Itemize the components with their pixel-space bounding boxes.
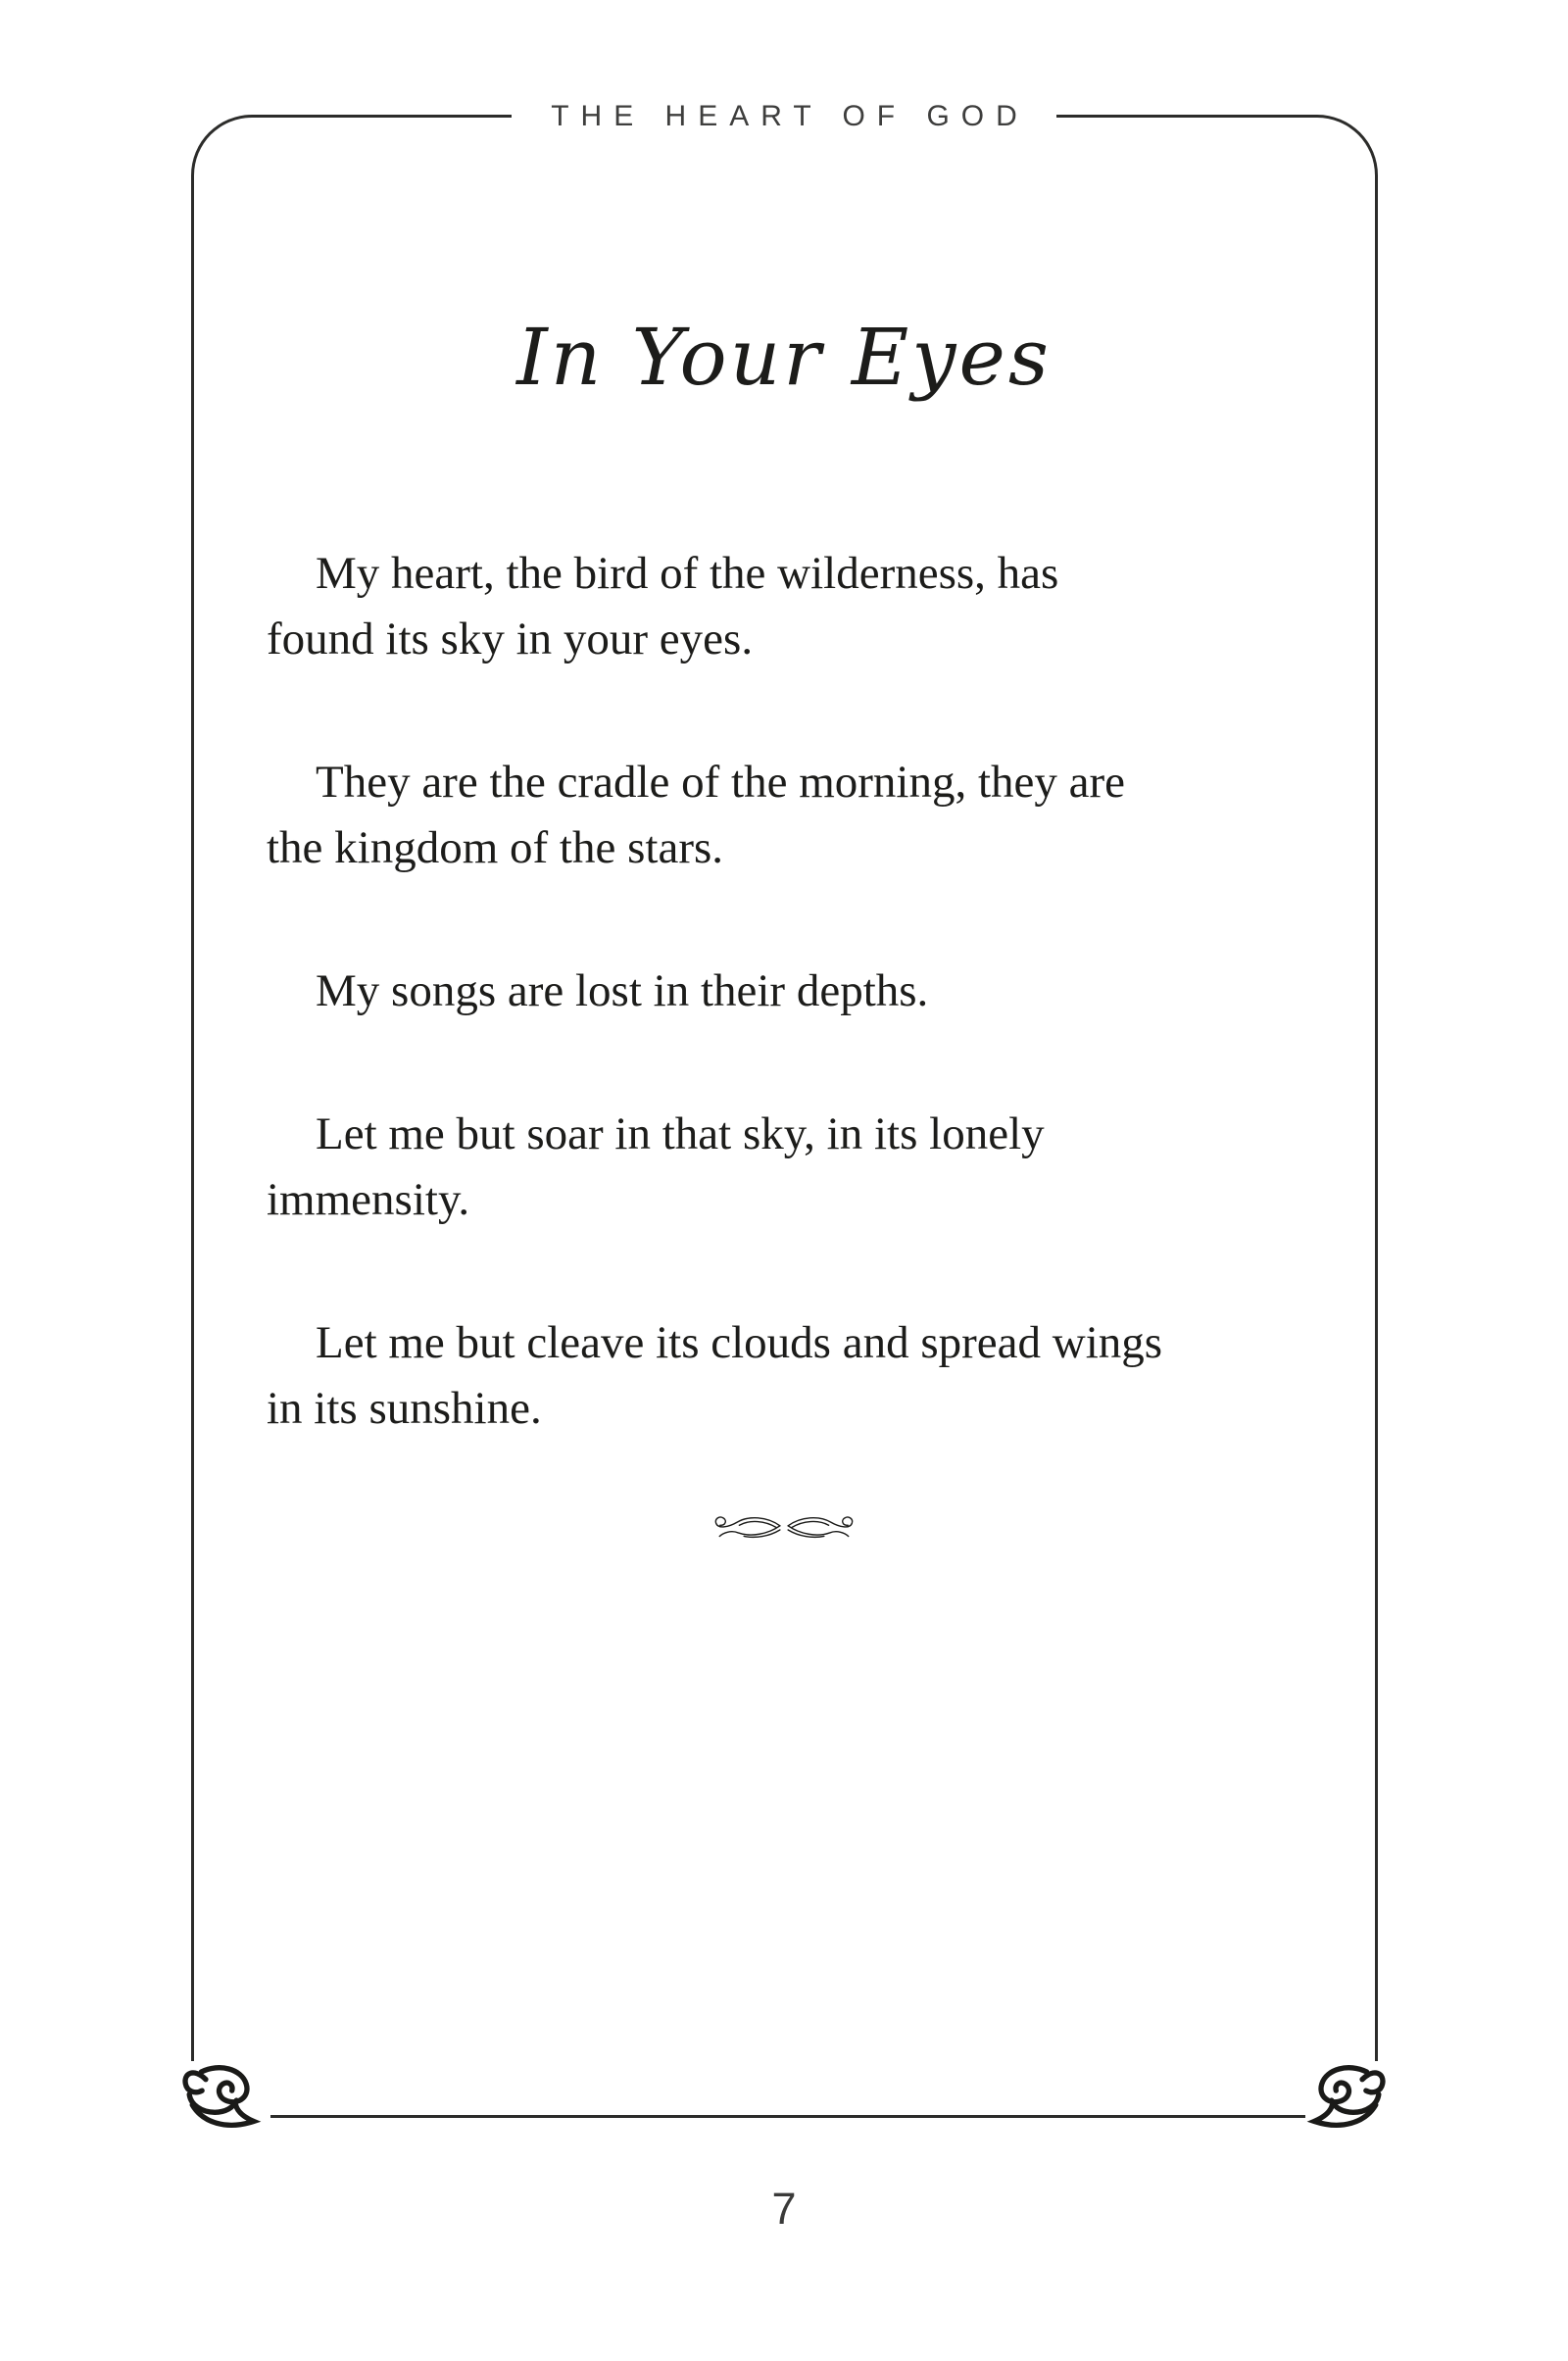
poem-paragraph: [267, 750, 1315, 881]
poem-line: My songs are lost in their depths.: [316, 965, 929, 1016]
running-header: [0, 98, 1568, 134]
poem-line: in its sunshine.: [267, 1383, 542, 1434]
poem-line: found its sky in your eyes.: [267, 614, 754, 664]
poem-line: Let me but soar in that sky, in its lonely: [316, 1108, 1045, 1159]
corner-fleuron-right-icon: [1305, 2060, 1388, 2135]
poem-line: They are the cradle of the morning, they are: [316, 757, 1126, 808]
poem-paragraph: [267, 1102, 1315, 1233]
poem-body: [267, 541, 1315, 1519]
poem-paragraph: [267, 541, 1315, 672]
poem-line: My heart, the bird of the wilderness, has: [316, 548, 1059, 599]
corner-fleuron-left-icon: [180, 2060, 263, 2135]
page-number: 7: [771, 2184, 797, 2234]
poem-line: the kingdom of the stars.: [267, 822, 724, 873]
poem-paragraph: [267, 959, 1315, 1024]
poem-paragraph: [267, 1310, 1315, 1442]
running-header-text: THE HEART OF GOD: [512, 98, 1056, 134]
bottom-border-rule: [270, 2115, 1305, 2118]
flourish-divider-icon: [711, 1509, 857, 1545]
poem-title: In Your Eyes: [516, 312, 1052, 403]
poem-line: immensity.: [267, 1174, 470, 1225]
poem-line: Let me but cleave its clouds and spread wings: [316, 1317, 1163, 1368]
